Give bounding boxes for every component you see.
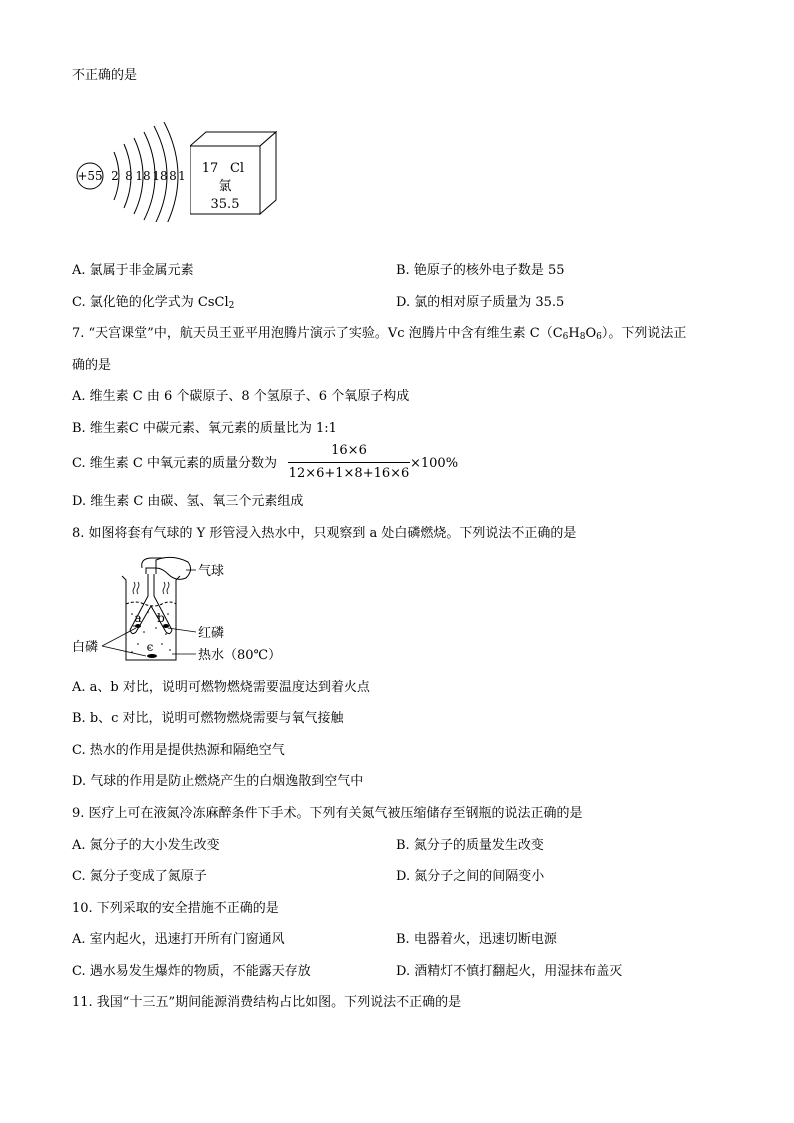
q7-option-c-fraction: [288, 443, 410, 483]
shell-1: 2: [111, 169, 119, 183]
q6-option-b: B. 铯原子的核外电子数是 55: [396, 263, 565, 278]
red-phosphorus-label: 红磷: [198, 626, 225, 641]
shell-3: 18: [135, 169, 151, 183]
element-name: 氯: [218, 179, 232, 194]
q6-stem-tail: 不正确的是: [72, 68, 138, 83]
q10-option-a: A. 室内起火，迅速打开所有门窗通风: [72, 932, 285, 947]
q7-option-a: A. 维生素 C 由 6 个碳原子、8 个氢原子、6 个氧原子构成: [72, 389, 410, 404]
white-phosphorus-label: 白磷: [72, 640, 99, 655]
shell-4: 18: [152, 169, 168, 183]
q10-stem: 10. 下列采取的安全措施不正确的是: [72, 901, 279, 916]
q8-option-a: A. a、b 对比，说明可燃物燃烧需要温度达到着火点: [72, 680, 370, 695]
balloon-label: 气球: [198, 564, 225, 579]
q7-option-b: B. 维生素C 中碳元素、氧元素的质量比为 1:1: [72, 421, 337, 436]
element-mass: 35.5: [210, 197, 240, 212]
q7-stem-line1: 7. “天宫课堂”中，航天员王亚平用泡腾片演示了实验。Vc 泡腾片中含有维生素 $C(C_6H_8O_6)$。下列说法正: [72, 326, 687, 342]
element-number: 17: [201, 161, 219, 176]
hot-water-label: 热水（80℃）: [198, 648, 282, 663]
nucleus-charge: +55: [77, 169, 103, 183]
q9-option-b: B. 氮分子的质量发生改变: [396, 838, 544, 853]
shell-6: 1: [178, 169, 186, 183]
q9-stem: 9. 医疗上可在液氮冷冻麻醉条件下手术。下列有关氮气被压缩储存至钢瓶的说法正确的是: [72, 806, 583, 821]
label-a: a: [134, 611, 142, 625]
q8-option-c: C. 热水的作用是提供热源和隔绝空气: [72, 743, 285, 758]
q7-option-c-text: C. 维生素 C 中氧元素的质量分数为: [72, 456, 277, 471]
label-c: c: [146, 640, 154, 654]
element-symbol: Cl: [229, 161, 245, 176]
q6-option-a: A. 氯属于非金属元素: [72, 263, 194, 278]
q6-option-c: C. 氯化铯的化学式为 CsCl$_2$: [72, 295, 235, 311]
q8-stem: 8. 如图将套有气球的 Y 形管浸入热水中，只观察到 a 处白磷燃烧。下列说法不正确的是: [72, 526, 577, 541]
q9-option-d: D. 氮分子之间的间隔变小: [396, 869, 545, 884]
q10-option-b: B. 电器着火，迅速切断电源: [396, 932, 557, 947]
q7-option-d: D. 维生素 C 由碳、氢、氧三个元素组成: [72, 494, 304, 509]
element-cell: [190, 130, 285, 220]
q9-option-a: A. 氮分子的大小发生改变: [72, 838, 220, 853]
fraction-numerator: 16×6: [331, 443, 367, 458]
fraction-denominator: 12×6+1×8+16×6: [288, 466, 410, 481]
q7-option-c-tail: ×100%: [410, 456, 459, 471]
q7-stem-line2: 确的是: [72, 358, 112, 373]
q8-option-b: B. b、c 对比，说明可燃物燃烧需要与氧气接触: [72, 711, 344, 726]
q8-option-d: D. 气球的作用是防止燃烧产生的白烟逸散到空气中: [72, 774, 364, 789]
q6-option-d: D. 氯的相对原子质量为 35.5: [396, 295, 565, 310]
q10-option-d: D. 酒精灯不慎打翻起火，用湿抹布盖灭: [396, 964, 623, 979]
y-tube-experiment-diagram: [72, 556, 292, 668]
label-b: b: [157, 611, 165, 625]
shell-5: 8: [169, 169, 177, 183]
q11-stem: 11. 我国“十三五”期间能源消费结构占比如图。下列说法不正确的是: [72, 995, 462, 1010]
q10-option-c: C. 遇水易发生爆炸的物质，不能露天存放: [72, 964, 311, 979]
q9-option-c: C. 氮分子变成了氮原子: [72, 869, 207, 884]
shell-2: 8: [125, 169, 133, 183]
